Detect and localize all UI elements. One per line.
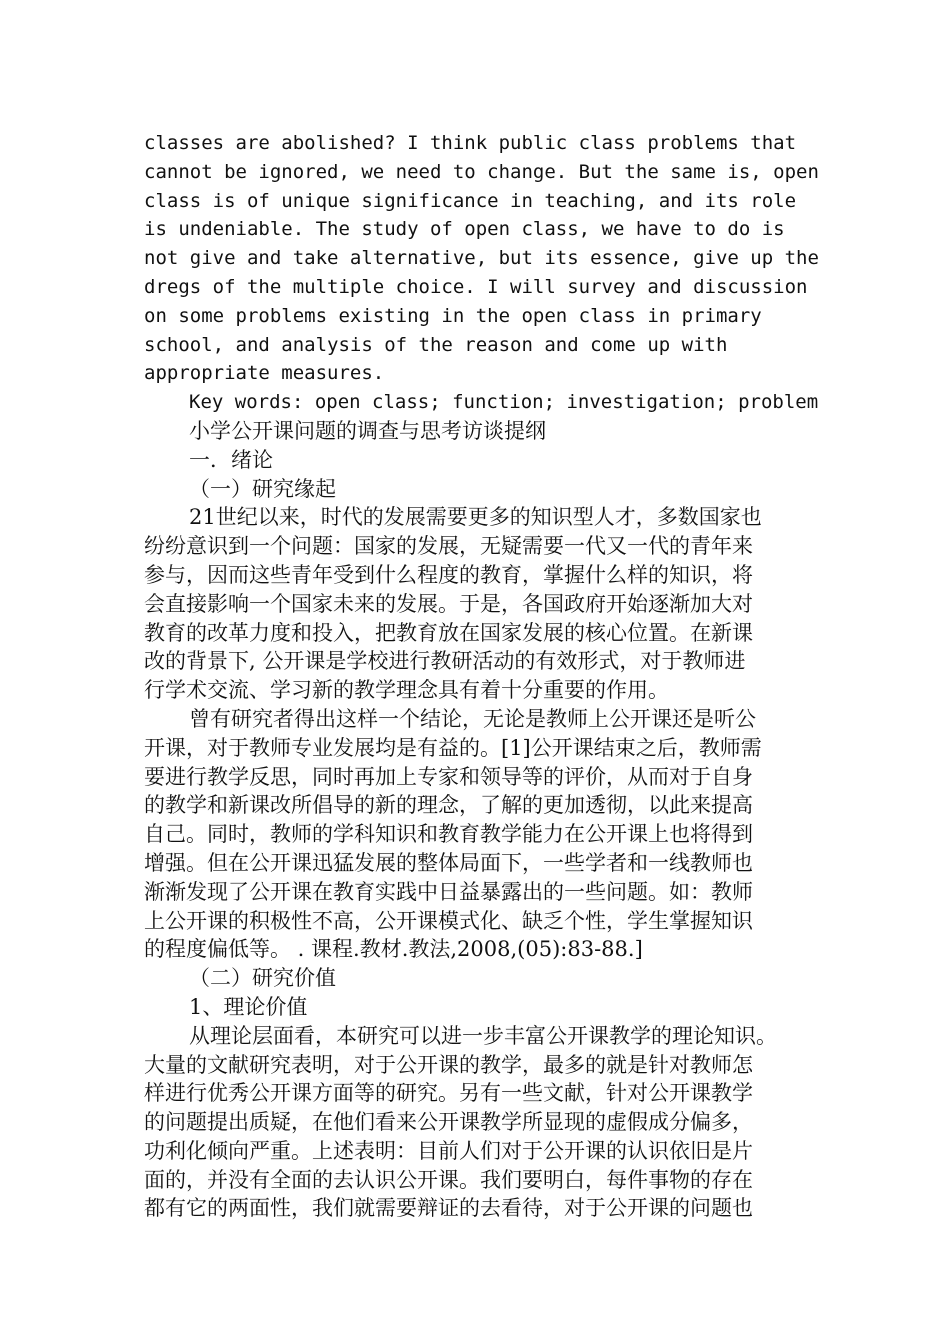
subsubsection-heading: 1、理论价值 <box>189 994 308 1019</box>
paragraph-line: 的问题提出质疑，在他们看来公开课教学所显现的虚假成分偏多， <box>144 1110 753 1135</box>
section-heading: 一．绪论 <box>189 447 273 472</box>
paragraph-line: 都有它的两面性，我们就需要辩证的去看待，对于公开课的问题也 <box>144 1196 753 1221</box>
paragraph-line: 曾有研究者得出这样一个结论，无论是教师上公开课还是听公 <box>189 706 756 731</box>
abstract-line: not give and take alternative, but its essence, give up the <box>144 247 819 270</box>
abstract-line: school, and analysis of the reason and come up with <box>144 333 728 356</box>
abstract-line: appropriate measures. <box>144 362 385 385</box>
paragraph-theoretical-value <box>144 1022 816 1224</box>
abstract-line: cannot be ignored, we need to change. But the same is, open <box>144 160 819 183</box>
paragraph-line: 参与，因而这些青年受到什么程度的教育，掌握什么样的知识，将 <box>144 562 753 587</box>
document-body <box>144 129 819 1223</box>
paragraph-line: 要进行教学反思，同时再加上专家和领导等的评价，从而对于自身 <box>144 764 753 789</box>
paragraph-line: 改的背景下, 公开课是学校进行教研活动的有效形式，对于教师进 <box>144 649 746 674</box>
paragraph-line: 的教学和新课改所倡导的新的理念，了解的更加透彻，以此来提高 <box>144 793 753 818</box>
paragraph-line: 自己。同时，教师的学科知识和教育教学能力在公开课上也将得到 <box>144 822 753 847</box>
paragraph-line: 大量的文献研究表明，对于公开课的教学，最多的就是针对教师怎 <box>144 1052 753 1077</box>
abstract-line: class is of unique significance in teaching, and its role <box>144 189 797 212</box>
paragraph-line: 行学术交流、学习新的教学理念具有着十分重要的作用。 <box>144 678 669 703</box>
abstract-line: classes are abolished? I think public class problems that <box>144 132 797 154</box>
abstract-line: dregs of the multiple choice. I will survey and discussion <box>144 275 808 298</box>
paragraph-line: 开课，对于教师专业发展均是有益的。[1]公开课结束之后，教师需 <box>144 735 762 760</box>
paragraph-line: 21世纪以来，时代的发展需要更多的知识型人才，多数国家也 <box>189 505 762 530</box>
paragraph-line: 增强。但在公开课迅猛发展的整体局面下，一些学者和一线教师也 <box>144 850 753 875</box>
abstract-line: on some problems existing in the open class in primary <box>144 304 762 327</box>
paragraph-line: 的程度偏低等。 . 课程.教材.教法,2008,(05):83-88.] <box>144 937 643 962</box>
paragraph-line: 会直接影响一个国家未来的发展。于是，各国政府开始逐渐加大对 <box>144 591 753 616</box>
subsection-heading: （一）研究缘起 <box>189 476 336 501</box>
paragraph-line: 上公开课的积极性不高，公开课模式化、缺乏个性，学生掌握知识 <box>144 908 753 933</box>
abstract-line: is undeniable. The study of open class, we have to do is <box>144 218 785 241</box>
keywords-line: Key words: open class; function; investigation; problem <box>189 391 819 414</box>
paragraph-line: 面的，并没有全面的去认识公开课。我们要明白，每件事物的存在 <box>144 1167 753 1192</box>
paragraph-line: 功利化倾向严重。上述表明：目前人们对于公开课的认识依旧是片 <box>144 1138 753 1163</box>
paragraph-line: 渐渐发现了公开课在教育实践中日益暴露出的一些问题。如：教师 <box>144 879 753 904</box>
english-abstract <box>144 129 819 417</box>
outline-title: 小学公开课问题的调查与思考访谈提纲 <box>189 418 546 443</box>
paragraph-line: 教育的改革力度和投入，把教育放在国家发展的核心位置。在新课 <box>144 620 753 645</box>
paragraph-researcher-conclusion <box>144 705 816 964</box>
paragraph-research-origin <box>144 503 816 705</box>
paragraph-line: 从理论层面看，本研究可以进一步丰富公开课教学的理论知识。 <box>189 1023 777 1048</box>
subsection-heading: （二）研究价值 <box>189 966 336 991</box>
paragraph-line: 纷纷意识到一个问题：国家的发展，无疑需要一代又一代的青年来 <box>144 534 753 559</box>
paragraph-line: 样进行优秀公开课方面等的研究。另有一些文献，针对公开课教学 <box>144 1081 753 1106</box>
